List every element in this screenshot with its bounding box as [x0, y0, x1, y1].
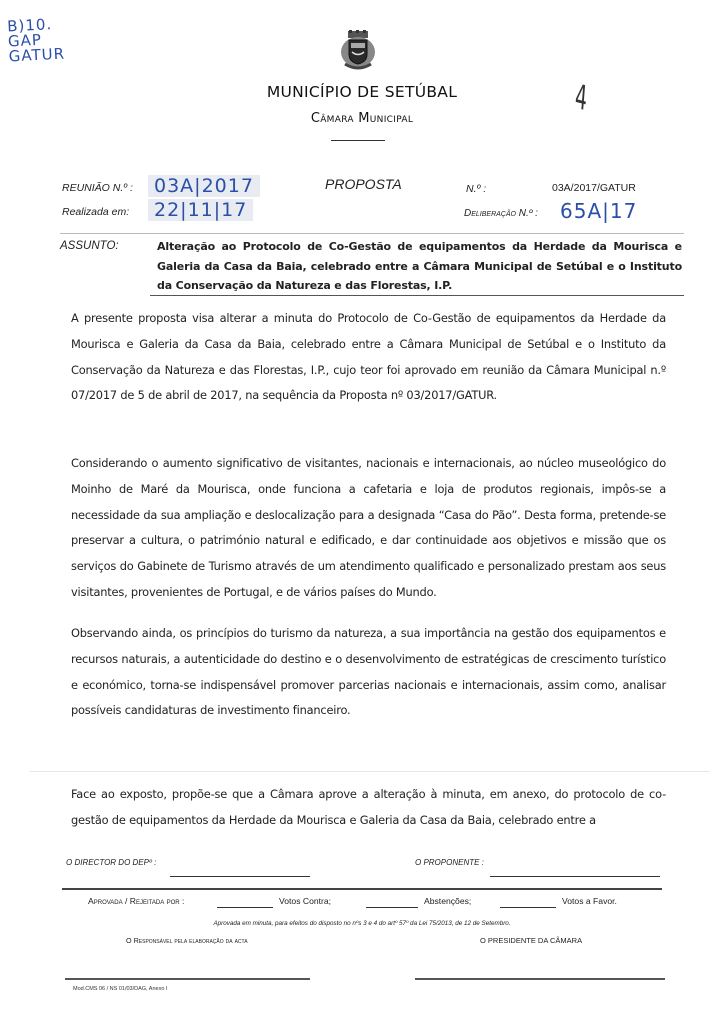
- coat-of-arms-icon: [339, 30, 377, 72]
- chamber-title: Câmara Municipal: [310, 111, 414, 126]
- votos-favor-label: Votos a Favor.: [562, 896, 617, 906]
- page-mark: 4: [573, 76, 590, 120]
- director-label: O DIRECTOR DO DEPº :: [66, 858, 157, 867]
- municipality-title: MUNICÍPIO DE SETÚBAL: [266, 83, 458, 101]
- assunto-top-rule: [60, 233, 684, 234]
- proponente-label: O PROPONENTE :: [415, 858, 484, 867]
- reuniao-label: REUNIÃO N.º :: [62, 182, 133, 194]
- assunto-label: ASSUNTO:: [60, 240, 119, 252]
- footer-divider: [62, 888, 662, 890]
- presidente-label: O PRESIDENTE DA CÂMARA: [480, 936, 583, 945]
- numero-label: N.º :: [466, 183, 487, 195]
- abstencoes-blank[interactable]: [500, 907, 556, 908]
- aprovada-label: Aprovada / Rejeitada por :: [88, 896, 185, 906]
- handwritten-line: GAP: [7, 30, 43, 51]
- deliberacao-value: 65A|17: [560, 199, 638, 223]
- body-paragraph: Considerando o aumento significativo de visitantes, nacionais e internacionais, ao núcleo museológico do Moinho de Maré da Mourisca, onde funciona a cafetaria e loja de produtos regionais, impôs-se a necessidade da sua ampliação e deslocalização para a designada “Casa do Pão”. Desta forma, pretende-se preservar a cultura, o património natural e edificado, e dar continuidade aos objetivos e missão que os serviços do Gabinete de Turismo através de um atendimento qualificado e personalizado prestam aos seus visitantes, provenientes de Portugal, e de vários países do Mundo.: [71, 456, 666, 599]
- director-signature-line[interactable]: [170, 876, 310, 877]
- numero-value: 03A/2017/GATUR: [552, 182, 636, 194]
- votos-contra-label: Votos Contra;: [279, 896, 332, 906]
- proponente-signature-line[interactable]: [490, 876, 660, 877]
- assunto-bottom-rule: [150, 295, 684, 296]
- responsavel-label: O Responsável pela elaboração da acta: [126, 936, 248, 945]
- handwritten-note: [7, 17, 66, 65]
- body-paragraph: A presente proposta visa alterar a minuta do Protocolo de Co-Gestão de equipamentos da Herdade da Mourisca e Galeria da Casa da Baia, celebrado entre a Câmara Municipal de Setúbal e o Instituto da Conservação da Natureza e das Florestas, I.P., cujo teor foi aprovado em reunião da Câmara Municipal n.º 07/2017 de 5 de abril de 2017, na sequência da Proposta nº 03/2017/GATUR.: [71, 311, 666, 403]
- realizada-value: 22|11|17: [148, 199, 253, 221]
- minuta-note: Aprovada em minuta, para efeitos do disposto no nºs 3 e 4 do artº 57º da Lei 75/2013, de 12 de Setembro.: [213, 920, 511, 927]
- page-break-faint-line: [30, 771, 710, 772]
- header-divider: [331, 140, 385, 141]
- reuniao-value: 03A|2017: [148, 175, 260, 197]
- form-code: Mod.CMS 06 / NS 01/03/DAG, Anexo I: [73, 986, 168, 992]
- abstencoes-label: Abstenções;: [424, 896, 472, 906]
- votos-contra-blank[interactable]: [366, 907, 418, 908]
- realizada-label: Realizada em:: [62, 206, 130, 218]
- body-paragraph: Face ao exposto, propõe-se que a Câmara aprove a alteração à minuta, em anexo, do protocolo de co-gestão de equipamentos da Herdade da Mourisca e Galeria da Casa da Baia, celebrado entre a: [71, 787, 666, 827]
- aprovada-blank[interactable]: [217, 907, 273, 908]
- assunto-text: Alteração ao Protocolo de Co-Gestão de equipamentos da Herdade da Mourisca e Galeria da Casa da Baia, celebrado entre a Câmara Municipal de Setúbal e o Instituto da Conservação da Natureza e das Florestas, I.P.: [157, 240, 682, 292]
- handwritten-line: GATUR: [8, 44, 66, 66]
- body-paragraph: Observando ainda, os princípios do turismo da natureza, a sua importância na gestão dos equipamentos e recursos naturais, a autenticidade do destino e o desenvolvimento de estratégicas de crescimento turístico e económico, torna-se indispensável promover parcerias nacionais e internacionais, assim como, analisar possíveis candidaturas de investimento financeiro.: [71, 626, 666, 718]
- handwritten-line: B)10.: [6, 15, 53, 36]
- deliberacao-label: Deliberação N.º :: [464, 208, 538, 219]
- presidente-signature-line[interactable]: [415, 978, 665, 980]
- responsavel-signature-line[interactable]: [65, 978, 310, 980]
- proposta-title: PROPOSTA: [325, 176, 402, 192]
